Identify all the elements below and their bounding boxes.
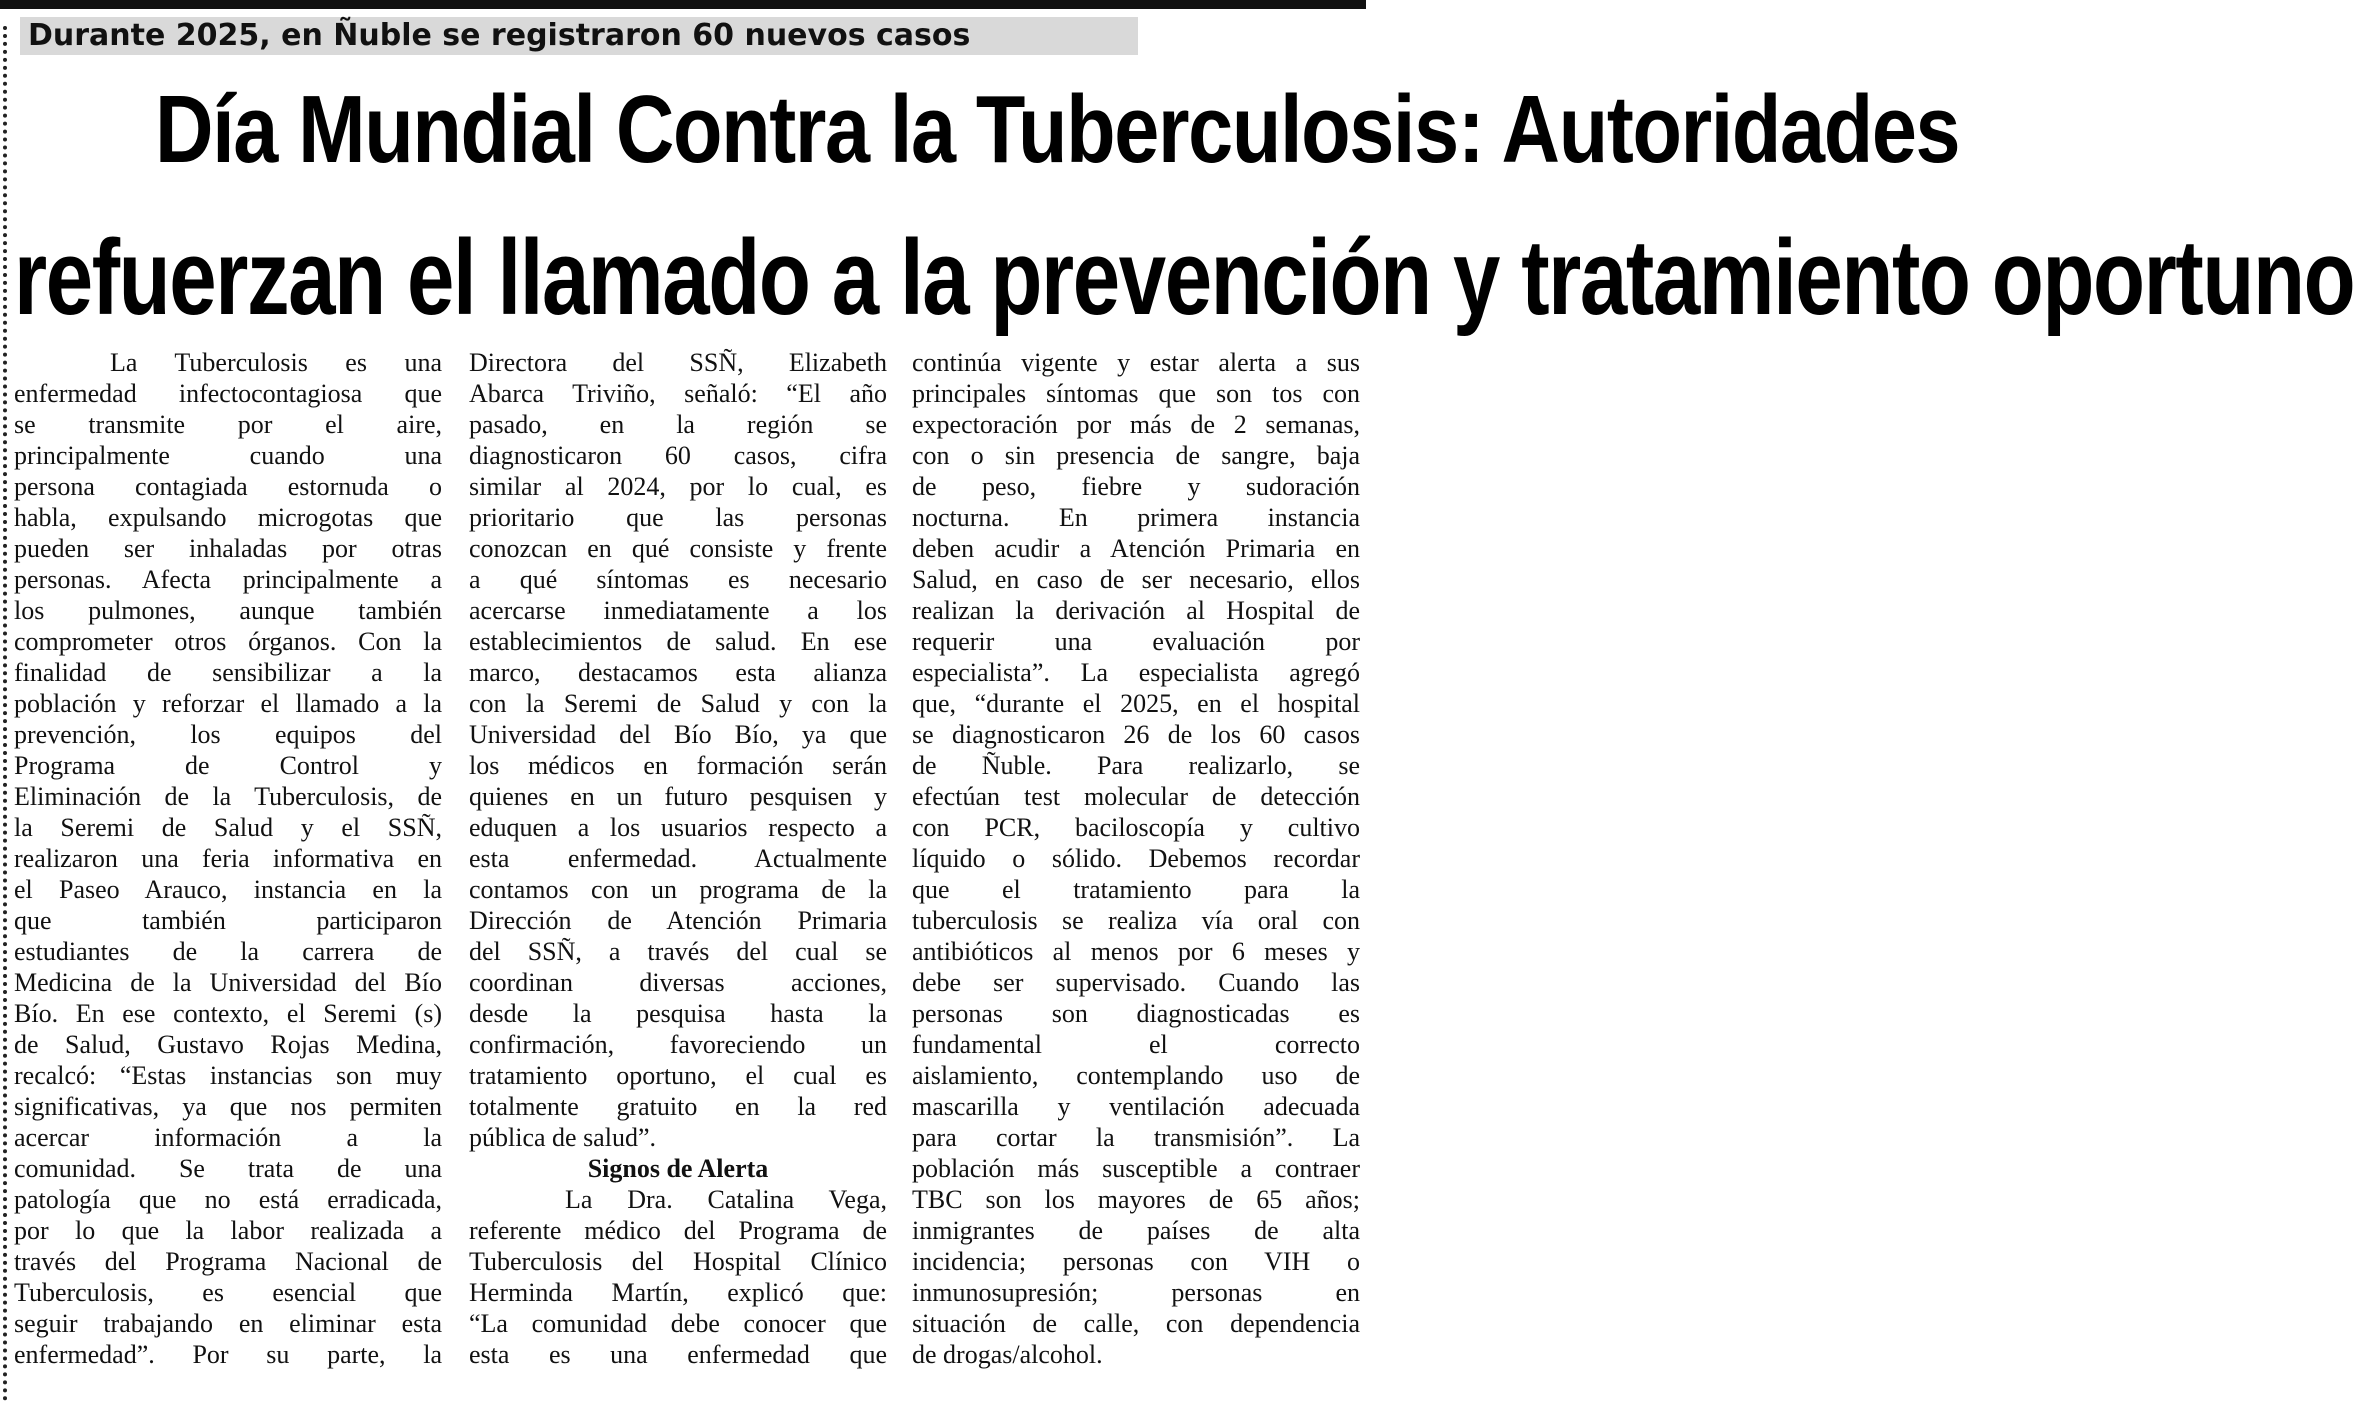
text-line: los médicos en formación serán [469, 751, 887, 780]
text-line: Dirección de Atención Primaria [469, 906, 887, 935]
text-line: población más susceptible a contraer [912, 1154, 1360, 1183]
text-line: Tuberculosis del Hospital Clínico [469, 1247, 887, 1276]
text-line: pueden ser inhaladas por otras [14, 534, 442, 563]
subheading: Signos de Alerta [587, 1154, 769, 1183]
text-line: que, “durante el 2025, en el hospital [912, 689, 1360, 718]
text-line: estudiantes de la carrera de [14, 937, 442, 966]
text-line: se transmite por el aire, [14, 410, 442, 439]
text-line: de drogas/alcohol. [912, 1340, 1103, 1369]
text-line: los pulmones, aunque también [14, 596, 442, 625]
text-line: por lo que la labor realizada a [14, 1216, 442, 1245]
text-line: realizaron una feria informativa en [14, 844, 442, 873]
article-column-1 [14, 347, 442, 1370]
text-line: continúa vigente y estar alerta a sus [912, 348, 1360, 377]
text-line: inmigrantes de países de alta [912, 1216, 1360, 1245]
text-line: patología que no está erradicada, [14, 1185, 442, 1214]
text-line: significativas, ya que nos permiten [14, 1092, 442, 1121]
text-line: inmunosupresión; personas en [912, 1278, 1360, 1307]
text-line: Salud, en caso de ser necesario, ellos [912, 565, 1360, 594]
text-line: enfermedad”. Por su parte, la [14, 1340, 442, 1369]
text-line: realizan la derivación al Hospital de [912, 596, 1360, 625]
headline-line-2 [14, 217, 2354, 338]
text-line: de Ñuble. Para realizarlo, se [912, 751, 1360, 780]
text-line: esta es una enfermedad que [469, 1340, 887, 1369]
text-line: tratamiento oportuno, el cual es [469, 1061, 887, 1090]
text-line: de peso, fiebre y sudoración [912, 472, 1360, 501]
text-line: antibióticos al menos por 6 meses y [912, 937, 1360, 966]
text-line: principalmente cuando una [14, 441, 442, 470]
text-line: Tuberculosis, es esencial que [14, 1278, 442, 1307]
text-line: del SSÑ, a través del cual se [469, 937, 887, 966]
text-line: que también participaron [14, 906, 442, 935]
text-line: requerir una evaluación por [912, 627, 1360, 656]
text-line: totalmente gratuito en la red [469, 1092, 887, 1121]
text-line: especialista”. La especialista agregó [912, 658, 1360, 687]
left-dotted-border [3, 26, 7, 1402]
text-line: personas son diagnosticadas es [912, 999, 1360, 1028]
text-line: debe ser supervisado. Cuando las [912, 968, 1360, 997]
text-line: comprometer otros órganos. Con la [14, 627, 442, 656]
text-line: eduquen a los usuarios respecto a [469, 813, 887, 842]
text-line: Herminda Martín, explicó que: [469, 1278, 887, 1307]
text-line: enfermedad infectocontagiosa que [14, 379, 442, 408]
text-line: personas. Afecta principalmente a [14, 565, 442, 594]
text-line: la Seremi de Salud y el SSÑ, [14, 813, 442, 842]
text-line: confirmación, favoreciendo un [469, 1030, 887, 1059]
text-line: con la Seremi de Salud y con la [469, 689, 887, 718]
text-line: Eliminación de la Tuberculosis, de [14, 782, 442, 811]
text-line: acercar información a la [14, 1123, 442, 1152]
kicker: Durante 2025, en Ñuble se registraron 60 nuevos casos [20, 17, 1138, 55]
text-line: Abarca Triviño, señaló: “El año [469, 379, 887, 408]
text-line: Programa de Control y [14, 751, 442, 780]
text-line: Universidad del Bío Bío, ya que [469, 720, 887, 749]
text-line: establecimientos de salud. En ese [469, 627, 887, 656]
text-line: de Salud, Gustavo Rojas Medina, [14, 1030, 442, 1059]
text-line: a qué síntomas es necesario [469, 565, 887, 594]
headline-line-1 [155, 75, 1960, 183]
text-line: través del Programa Nacional de [14, 1247, 442, 1276]
article-column-3 [912, 347, 1360, 1370]
text-line: Medicina de la Universidad del Bío [14, 968, 442, 997]
text-line: con o sin presencia de sangre, baja [912, 441, 1360, 470]
text-line: situación de calle, con dependencia [912, 1309, 1360, 1338]
text-line: Directora del SSÑ, Elizabeth [469, 348, 887, 377]
text-line: pública de salud”. [469, 1123, 656, 1152]
top-rule [0, 0, 1366, 9]
text-line: expectoración por más de 2 semanas, [912, 410, 1360, 439]
text-line: recalcó: “Estas instancias son muy [14, 1061, 442, 1090]
text-line: comunidad. Se trata de una [14, 1154, 442, 1183]
text-line: pasado, en la región se [469, 410, 887, 439]
text-line: incidencia; personas con VIH o [912, 1247, 1360, 1276]
headline-line-1-text: Día Mundial Contra la Tuberculosis: Autoridades [155, 75, 1960, 183]
text-line: habla, expulsando microgotas que [14, 503, 442, 532]
text-line: La Dra. Catalina Vega, [565, 1185, 887, 1214]
text-line: contamos con un programa de la [469, 875, 887, 904]
text-line: para cortar la transmisión”. La [912, 1123, 1360, 1152]
text-line: quienes en un futuro pesquisen y [469, 782, 887, 811]
text-line: líquido o sólido. Debemos recordar [912, 844, 1360, 873]
text-line: que el tratamiento para la [912, 875, 1360, 904]
text-line: acercarse inmediatamente a los [469, 596, 887, 625]
text-line: efectúan test molecular de detección [912, 782, 1360, 811]
text-line: esta enfermedad. Actualmente [469, 844, 887, 873]
text-line: desde la pesquisa hasta la [469, 999, 887, 1028]
text-line: similar al 2024, por lo cual, es [469, 472, 887, 501]
text-line: el Paseo Arauco, instancia en la [14, 875, 442, 904]
text-line: TBC son los mayores de 65 años; [912, 1185, 1360, 1214]
text-line: aislamiento, contemplando uso de [912, 1061, 1360, 1090]
headline-line-2-text: refuerzan el llamado a la prevención y tratamiento oportuno [14, 217, 2354, 338]
text-line: fundamental el correcto [912, 1030, 1360, 1059]
text-line: seguir trabajando en eliminar esta [14, 1309, 442, 1338]
text-line: referente médico del Programa de [469, 1216, 887, 1245]
text-line: principales síntomas que son tos con [912, 379, 1360, 408]
text-line: prioritario que las personas [469, 503, 887, 532]
text-line: diagnosticaron 60 casos, cifra [469, 441, 887, 470]
text-line: prevención, los equipos del [14, 720, 442, 749]
text-line: con PCR, baciloscopía y cultivo [912, 813, 1360, 842]
text-line: población y reforzar el llamado a la [14, 689, 442, 718]
text-line: finalidad de sensibilizar a la [14, 658, 442, 687]
text-line: Bío. En ese contexto, el Seremi (s) [14, 999, 442, 1028]
text-line: mascarilla y ventilación adecuada [912, 1092, 1360, 1121]
text-line: se diagnosticaron 26 de los 60 casos [912, 720, 1360, 749]
text-line: tuberculosis se realiza vía oral con [912, 906, 1360, 935]
article-column-2 [469, 347, 887, 1370]
text-line: nocturna. En primera instancia [912, 503, 1360, 532]
text-line: “La comunidad debe conocer que [469, 1309, 887, 1338]
text-line: persona contagiada estornuda o [14, 472, 442, 501]
text-line: La Tuberculosis es una [110, 348, 442, 377]
text-line: conozcan en qué consiste y frente [469, 534, 887, 563]
text-line: marco, destacamos esta alianza [469, 658, 887, 687]
text-line: coordinan diversas acciones, [469, 968, 887, 997]
text-line: deben acudir a Atención Primaria en [912, 534, 1360, 563]
